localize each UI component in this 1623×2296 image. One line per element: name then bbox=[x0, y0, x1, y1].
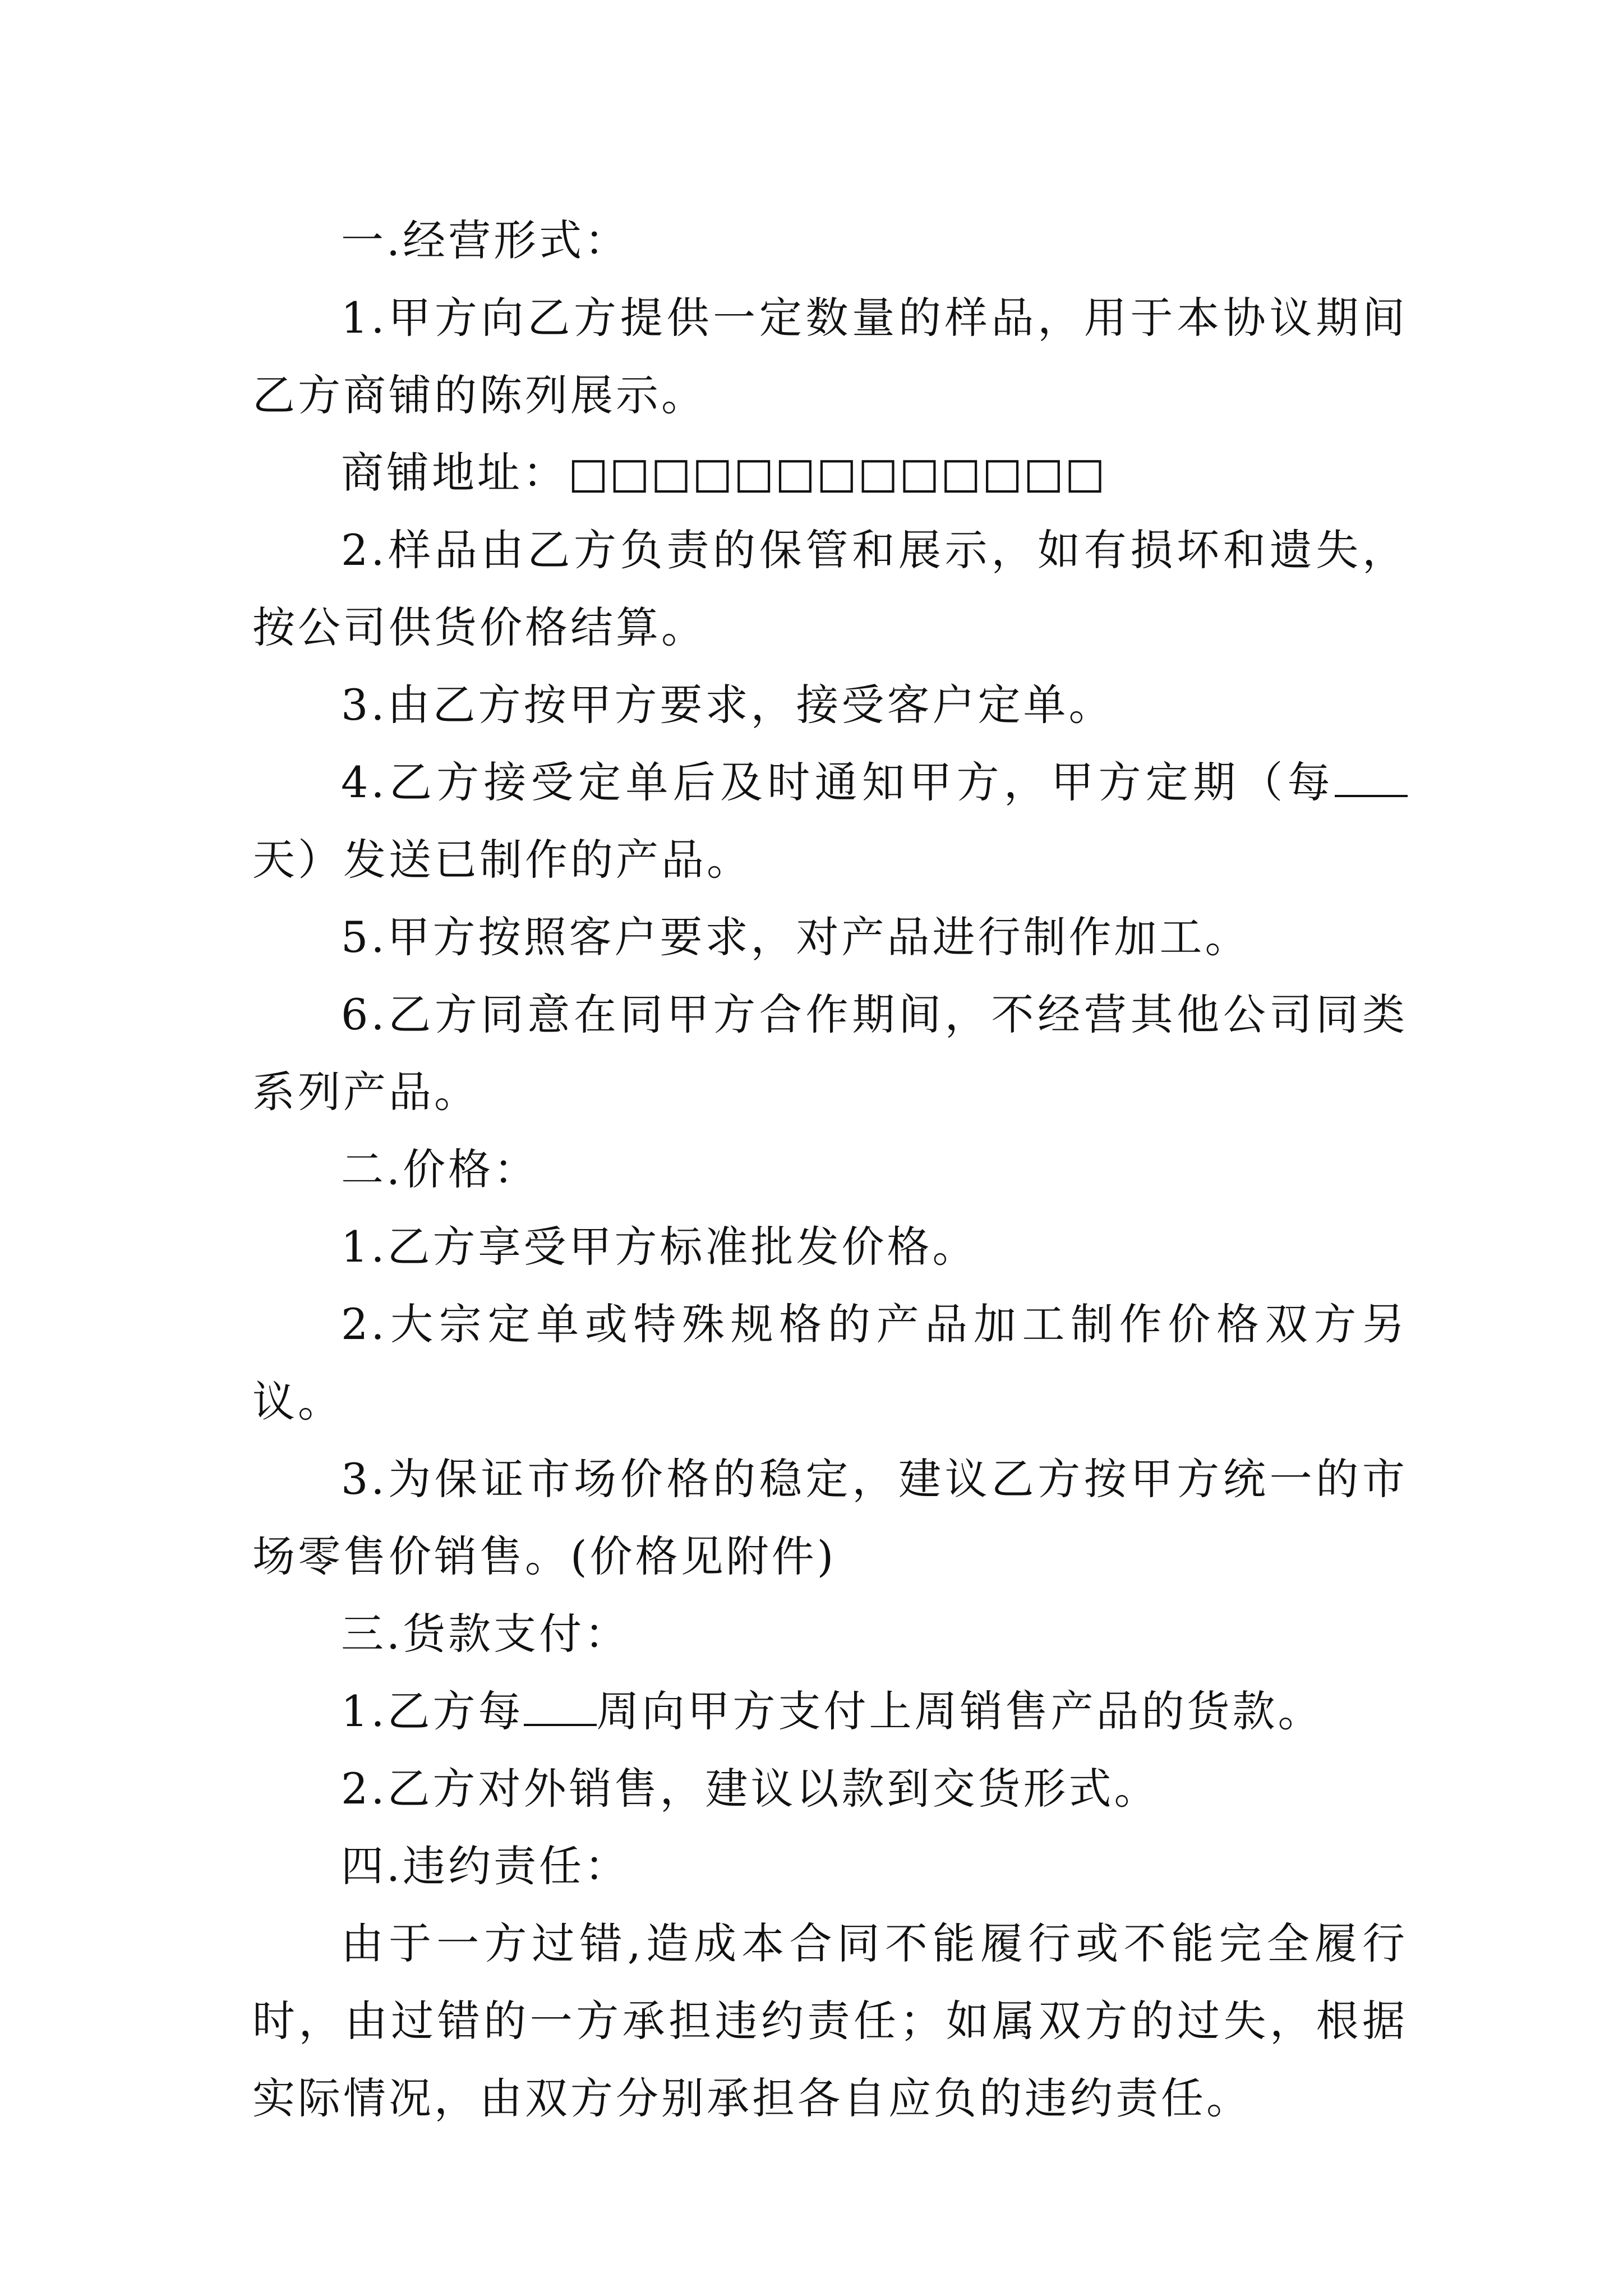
clause-3-1-text-after: 周向甲方支付上周销售产品的货款。 bbox=[596, 1686, 1324, 1736]
weeks-blank-line bbox=[524, 1690, 597, 1726]
shop-address-line bbox=[252, 434, 1408, 512]
clause-1-4-text-after: 天）发送已制作的产品。 bbox=[252, 835, 752, 885]
clause-1-2: 2.样品由乙方负责的保管和展示，如有损坏和遗失，按公司供货价格结算。 bbox=[252, 525, 1408, 652]
clause-2-3: 3.为保证市场价格的稳定，建议乙方按甲方统一的市场零售价销售。(价格见附件) bbox=[252, 1454, 1408, 1581]
section-heading-business-form: 一.经营形式： bbox=[341, 215, 630, 265]
clause-1-1: 1.甲方向乙方提供一定数量的样品，用于本协议期间乙方商铺的陈列展示。 bbox=[252, 293, 1408, 420]
clause-3-1 bbox=[252, 1673, 1408, 1750]
clause-2-2: 2.大宗定单或特殊规格的产品加工制作价格双方另议。 bbox=[252, 1299, 1408, 1427]
section-heading-price: 二.价格： bbox=[341, 1144, 540, 1194]
days-blank-line bbox=[1335, 761, 1408, 797]
section-heading-payment: 三.货款支付： bbox=[341, 1609, 630, 1659]
clause-1-5: 5.甲方按照客户要求，对产品进行制作加工。 bbox=[341, 912, 1251, 962]
clause-1-4 bbox=[252, 744, 1408, 899]
shop-address-label: 商铺地址： bbox=[341, 448, 568, 498]
section-heading-liability: 四.违约责任： bbox=[341, 1841, 630, 1891]
clause-2-1: 1.乙方享受甲方标准批发价格。 bbox=[341, 1222, 978, 1272]
clause-1-4-text-before: 4.乙方接受定单后及时通知甲方，甲方定期（每 bbox=[341, 757, 1335, 807]
document-body bbox=[252, 202, 1408, 2137]
clause-3-1-text-before: 1.乙方每 bbox=[341, 1686, 524, 1736]
clause-1-3: 3.由乙方按甲方要求，接受客户定单。 bbox=[341, 680, 1114, 730]
shop-address-boxes: □□□□□□□□□□□□□ bbox=[568, 448, 1106, 498]
clause-1-6: 6.乙方同意在同甲方合作期间，不经营其他公司同类系列产品。 bbox=[252, 990, 1408, 1117]
clause-4-body: 由于一方过错,造成本合同不能履行或不能完全履行时，由过错的一方承担违约责任；如属双方的过失，根据实际情况，由双方分别承担各自应负的违约责任。 bbox=[252, 1918, 1408, 2123]
clause-3-2: 2.乙方对外销售，建议以款到交货形式。 bbox=[341, 1764, 1160, 1814]
